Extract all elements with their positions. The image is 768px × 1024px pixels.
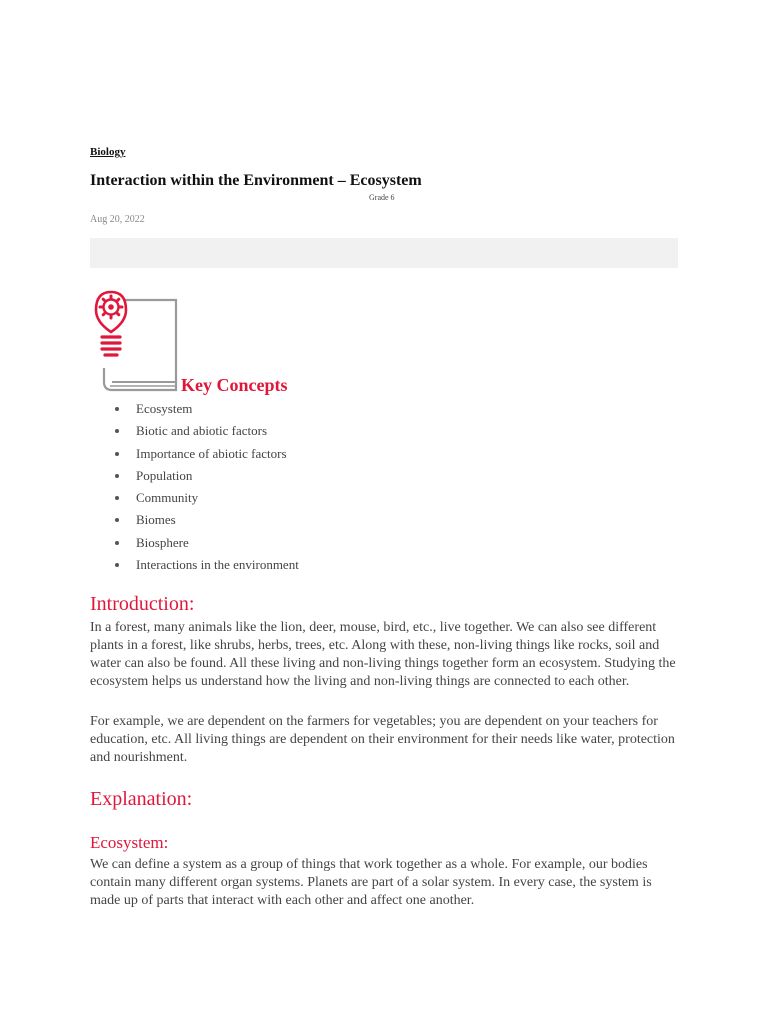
list-item: Population [90, 466, 299, 488]
key-concepts-heading: Key Concepts [181, 375, 288, 395]
page-title: Interaction within the Environment – Ecosystem [90, 172, 422, 189]
list-item: Biotic and abiotic factors [90, 421, 299, 443]
explanation-heading: Explanation: [90, 788, 193, 810]
grade-label: Grade 6 [369, 193, 395, 202]
banner-placeholder [90, 238, 678, 268]
list-item: Importance of abiotic factors [90, 444, 299, 466]
introduction-paragraph-1: In a forest, many animals like the lion, deer, mouse, bird, etc., live together. We can also see different plants in a forest, like shrubs, herbs, trees, etc. Along with these, non-living things like rocks, soil and water can also be found. All these living and non-living things together form an ecosystem. Studying the ecosystem helps us understand how the living and non-living things are connected to each other. [90, 620, 676, 689]
ecosystem-paragraph: We can define a system as a group of things that work together as a whole. For example, our bodies contain many different organ systems. Planets are part of a solar system. In every case, the system is made up of parts that interact with each other and affect one another. [90, 857, 652, 908]
category-link[interactable]: Biology [90, 146, 126, 158]
list-item: Biosphere [90, 533, 299, 555]
key-concepts-list [90, 399, 299, 577]
list-item: Community [90, 488, 299, 510]
list-item: Biomes [90, 510, 299, 532]
list-item: Interactions in the environment [90, 555, 299, 577]
introduction-heading: Introduction: [90, 593, 195, 615]
list-item: Ecosystem [90, 399, 299, 421]
introduction-paragraph-2: For example, we are dependent on the farmers for vegetables; you are dependent on your teachers for education, etc. All living things are dependent on their environment for their needs like water, protection and nourishment. [90, 714, 675, 765]
publish-date: Aug 20, 2022 [90, 214, 145, 225]
lightbulb-gear-book-icon [90, 286, 182, 394]
ecosystem-subheading: Ecosystem: [90, 833, 169, 852]
